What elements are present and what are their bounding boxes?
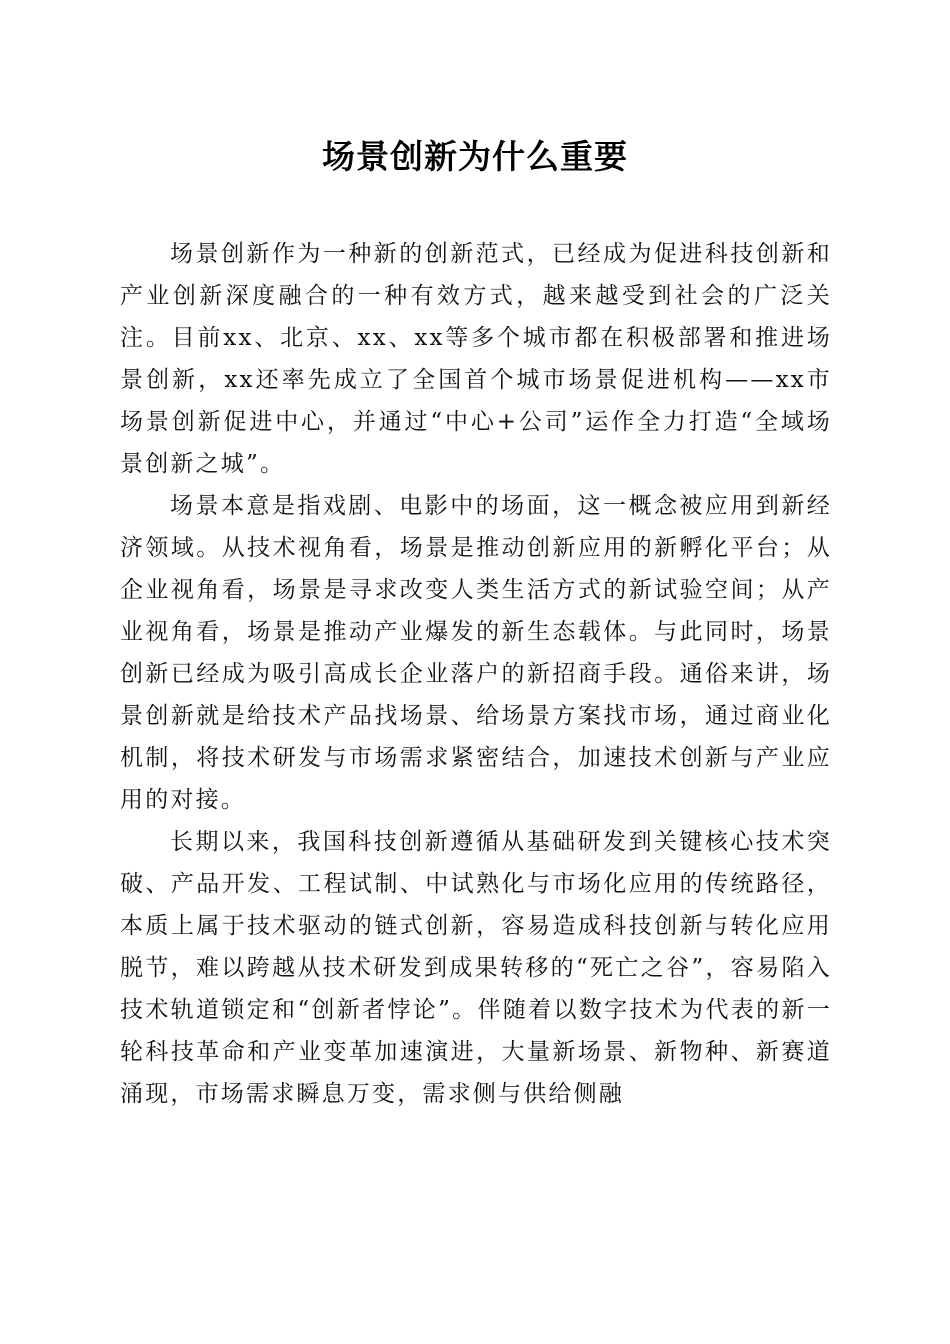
paragraph-3: 长期以来，我国科技创新遵循从基础研发到关键核心技术突破、产品开发、工程试制、中试熟化与市场化应用的传统路径，本质上属于技术驱动的链式创新，容易造成科技创新与转化应用脱节，难以跨越从技术研发到成果转移的“死亡之谷”，容易陷入技术轨道锁定和“创新者悖论”。伴随着以数字技术为代表的新一轮科技革命和产业变革加速演进，大量新场景、新物种、新赛道涌现，市场需求瞬息万变，需求侧与供给侧融 [120, 829, 832, 1107]
document-title: 场景创新为什么重要 [322, 137, 628, 176]
paragraph-2: 场景本意是指戏剧、电影中的场面，这一概念被应用到新经济领域。从技术视角看，场景是推动创新应用的新孵化平台；从企业视角看，场景是寻求改变人类生活方式的新试验空间；从产业视角看，场景是推动产业爆发的新生态载体。与此同时，场景创新已经成为吸引高成长企业落户的新招商手段。通俗来讲，场景创新就是给技术产品找场景、给场景方案找市场，通过商业化机制，将技术研发与市场需求紧密结合，加速技术创新与产业应用的对接。 [120, 493, 832, 813]
paragraph-1: 场景创新作为一种新的创新范式，已经成为促进科技创新和产业创新深度融合的一种有效方式，越来越受到社会的广泛关注。目前xx、北京、xx、xx等多个城市都在积极部署和推进场景创新，xx还率先成立了全国首个城市场景促进机构——xx市场景创新促进中心，并通过“中心+公司”运作全力打造“全域场景创新之城”。 [120, 241, 832, 477]
document-body [120, 233, 832, 1115]
